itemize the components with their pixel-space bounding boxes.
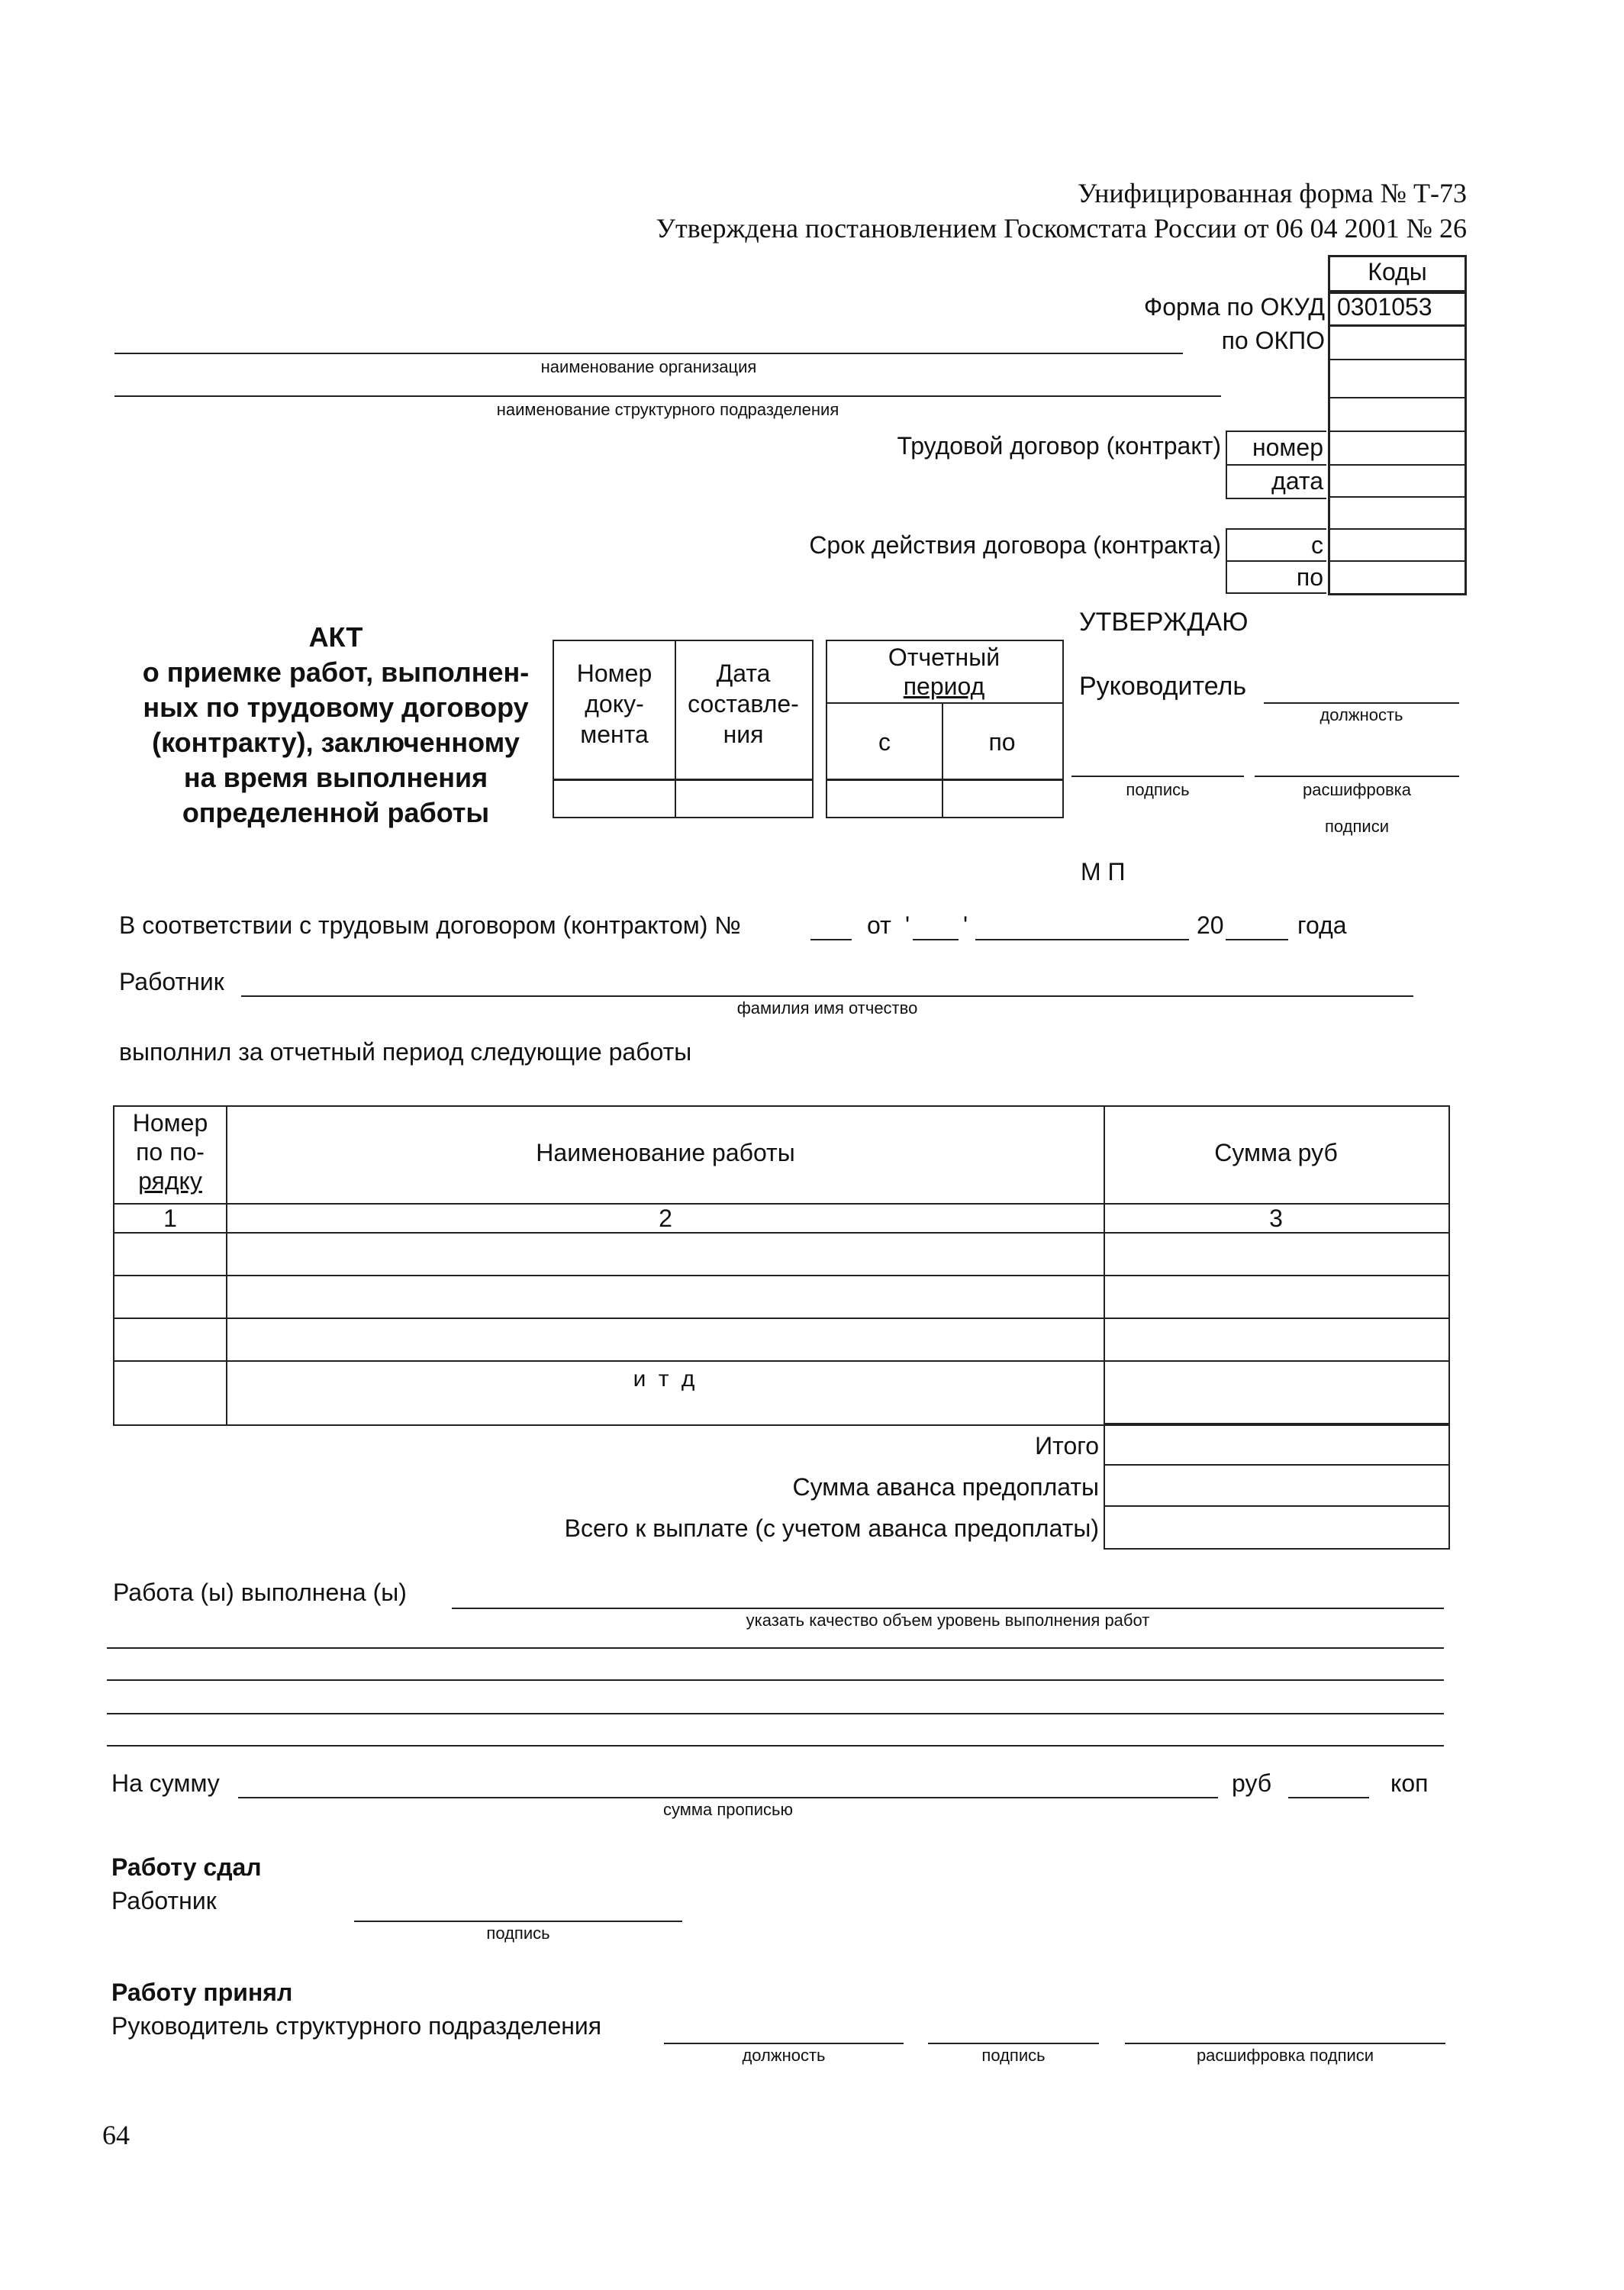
total-input[interactable] (1105, 1424, 1445, 1464)
handover-title: Работу сдал (111, 1853, 262, 1881)
approve-decode-caption-1: расшифровка (1302, 780, 1411, 799)
from-word: от (867, 911, 891, 939)
handover-signature-caption: подпись (486, 1924, 550, 1943)
payable-label: Всего к выплате (с учетом аванса предоплаты) (564, 1514, 1099, 1542)
col-name-header: Наименование работы (536, 1139, 795, 1166)
approve-signature-caption: подпись (1126, 780, 1190, 799)
col-index-3: 3 (1269, 1205, 1283, 1232)
table-row[interactable] (114, 1234, 1447, 1275)
handover-worker-label: Работник (111, 1887, 217, 1914)
codes-title: Коды (1368, 258, 1427, 285)
worker-label: Работник (119, 968, 224, 995)
stamp-mark: М П (1081, 858, 1126, 885)
page-number: 64 (102, 2120, 130, 2150)
okud-label: Форма по ОКУД (1143, 293, 1325, 321)
col-index-1: 1 (163, 1205, 177, 1232)
accept-signature-caption: подпись (981, 2046, 1046, 2065)
approve-position-caption: должность (1320, 705, 1403, 724)
fio-caption: фамилия имя отчество (736, 998, 918, 1018)
period-from-input[interactable] (827, 782, 940, 814)
table-row[interactable] (114, 1319, 1447, 1360)
approve-head-label: Руководитель (1079, 672, 1247, 701)
advance-label: Сумма аванса предоплаты (792, 1473, 1099, 1501)
period-to-input[interactable] (943, 782, 1061, 814)
rub-label: руб (1232, 1769, 1272, 1797)
term-to-label: по (1296, 563, 1323, 591)
advance-input[interactable] (1105, 1466, 1445, 1505)
period-header: Отчетный период (888, 643, 1000, 700)
col-index-2: 2 (659, 1205, 672, 1232)
term-label: Срок действия договора (контракта) (809, 531, 1221, 559)
doc-number-input[interactable] (554, 782, 673, 814)
quality-label: Работа (ы) выполнена (ы) (113, 1579, 407, 1606)
payable-input[interactable] (1105, 1507, 1445, 1547)
period-to-header: по (988, 728, 1016, 756)
okud-code-value: 0301053 (1337, 293, 1432, 321)
accept-title: Работу принял (111, 1979, 293, 2006)
kop-label: коп (1390, 1769, 1429, 1797)
approval-note: Утверждена постановлением Госкомстата России от 06 04 2001 № 26 (656, 213, 1467, 244)
org-caption: наименование организация (540, 357, 757, 376)
amount-caption: сумма прописью (663, 1800, 793, 1819)
year-suffix: года (1297, 911, 1347, 939)
period-from-header: с (878, 728, 891, 756)
doc-number-header: Номер доку- мента (576, 660, 652, 748)
col-sum-header: Сумма руб (1214, 1139, 1338, 1166)
accept-decode-caption: расшифровка подписи (1196, 2046, 1374, 2065)
performed-text: выполнил за отчетный период следующие работы (119, 1038, 692, 1066)
accept-head-label: Руководитель структурного подразделения (111, 2012, 602, 2040)
term-from-label: с (1311, 531, 1323, 559)
date-label: дата (1271, 467, 1323, 495)
etc-row-text: и т д (633, 1366, 698, 1392)
col-number-header: Номер по по- рядку (132, 1109, 208, 1195)
accept-position-caption: должность (742, 2046, 826, 2065)
contract-label: Трудовой договор (контракт) (897, 432, 1221, 460)
table-row[interactable] (114, 1276, 1447, 1318)
doc-date-input[interactable] (676, 782, 810, 814)
amount-label: На сумму (111, 1769, 220, 1797)
quality-caption: указать качество объем уровень выполнения работ (746, 1611, 1150, 1630)
contract-sentence: В соответствии с трудовым договором (контрактом) № (119, 911, 741, 939)
form-name: Унифицированная форма № Т-73 (1077, 178, 1467, 208)
approve-title: УТВЕРЖДАЮ (1079, 608, 1249, 637)
dept-caption: наименование структурного подразделения (496, 400, 839, 419)
okpo-label: по ОКПО (1221, 327, 1325, 354)
doc-date-header: Дата составле- ния (688, 660, 799, 748)
year-prefix: 20 (1197, 911, 1224, 939)
total-label: Итого (1035, 1432, 1099, 1459)
number-label: номер (1252, 434, 1323, 461)
approve-decode-caption-2: подписи (1325, 817, 1389, 836)
